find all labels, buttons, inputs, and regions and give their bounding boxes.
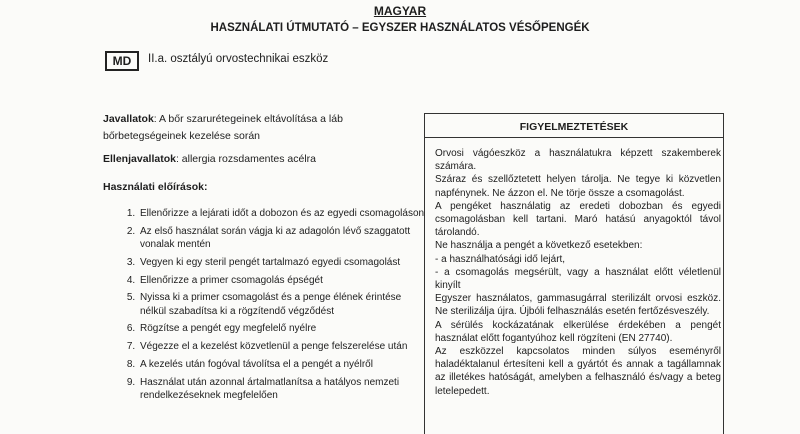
warning-line: - a használhatósági idő lejárt, [435,253,566,265]
warning-line: Száraz és szellőztetett helyen tárolja. Ne tegye ki közvetlen napfénynek. Ne ázzon el. Ne törje össze a csomagolást. [435,174,721,199]
warning-line: Ne használja a pengét a következő esetekben: [435,240,643,252]
warning-line: - a csomagolás megsérült, vagy a használat előtt véletlenül kinyílt [435,266,721,292]
indications-paragraph [103,111,343,145]
warnings-box [424,113,724,434]
instructions-heading: Használati előírások: [103,181,208,193]
list-item: 3. Vegyen ki egy steril pengét tartalmazó egyedi csomagolást [138,256,428,270]
warning-line: Orvosi vágóeszköz a használatukra képzett szakemberek számára. [435,148,721,173]
warning-line: Az eszközzel kapcsolatos minden súlyos eseményről haladéktalanul értesíteni kell a gyártót és annak a tagállamnak az illetékes hatóságát, amelyben a felhasználó és/vagy a beteg letelepedett. [435,346,721,397]
list-item: 6. Rögzítse a pengét egy megfelelő nyélre [138,322,428,336]
contraindications-text: : allergia rozsdamentes acélra [175,153,317,165]
warnings-title: FIGYELMEZTETÉSEK [519,121,629,133]
warning-line: Egyszer használatos, gammasugárral sterilizált orvosi eszköz. Ne sterilizálja újra. Újbóli felhasználás esetén fertőzésveszély. [435,293,721,318]
document-title: HASZNÁLATI ÚTMUTATÓ – EGYSZER HASZNÁLATOS VÉSŐPENGÉK [210,22,590,34]
indications-label: Javallatok [103,113,154,125]
list-item: 9. Használat után azonnal ártalmatlanítsa a hatályos nemzeti rendelkezéseknek megfelelően [138,376,428,403]
language-heading: MAGYAR [373,4,427,18]
device-class-description: II.a. osztályú orvostechnikai eszköz [148,53,329,65]
warning-line: A pengéket használatig az eredeti dobozban és egyedi csomagolásban kell tartani. Maró hatású anyagoktól távol tárolandó. [435,200,721,239]
md-badge: MD [105,51,139,71]
indications-text: : A bőr szarurétegeinek eltávolítása a láb bőrbetegségeinek kezelése során [103,113,343,142]
contraindications-paragraph [103,153,316,165]
list-item: 5. Nyissa ki a primer csomagolást és a penge élének érintése nélkül szabadítsa ki a rögzítendő végződést [138,291,428,318]
list-item: 4. Ellenőrizze a primer csomagolás épségét [138,274,428,288]
list-item: 1. Ellenőrizze a lejárati időt a dobozon és az egyedi csomagoláson [138,207,428,221]
warning-line: A sérülés kockázatának elkerülése érdekében a pengét használat előtt fogantyúhoz kell rögzíteni (EN 27740). [435,319,721,344]
instructions-list [106,207,428,407]
warnings-text [435,147,721,398]
list-item: 2. Az első használat során vágja ki az adagolón lévő szaggatott vonalak mentén [138,225,428,252]
contraindications-label: Ellenjavallatok [103,153,176,165]
warnings-divider [425,137,723,138]
list-item: 7. Végezze el a kezelést közvetlenül a penge felszerelése után [138,340,428,354]
list-item: 8. A kezelés után fogóval távolítsa el a pengét a nyélről [138,358,428,372]
